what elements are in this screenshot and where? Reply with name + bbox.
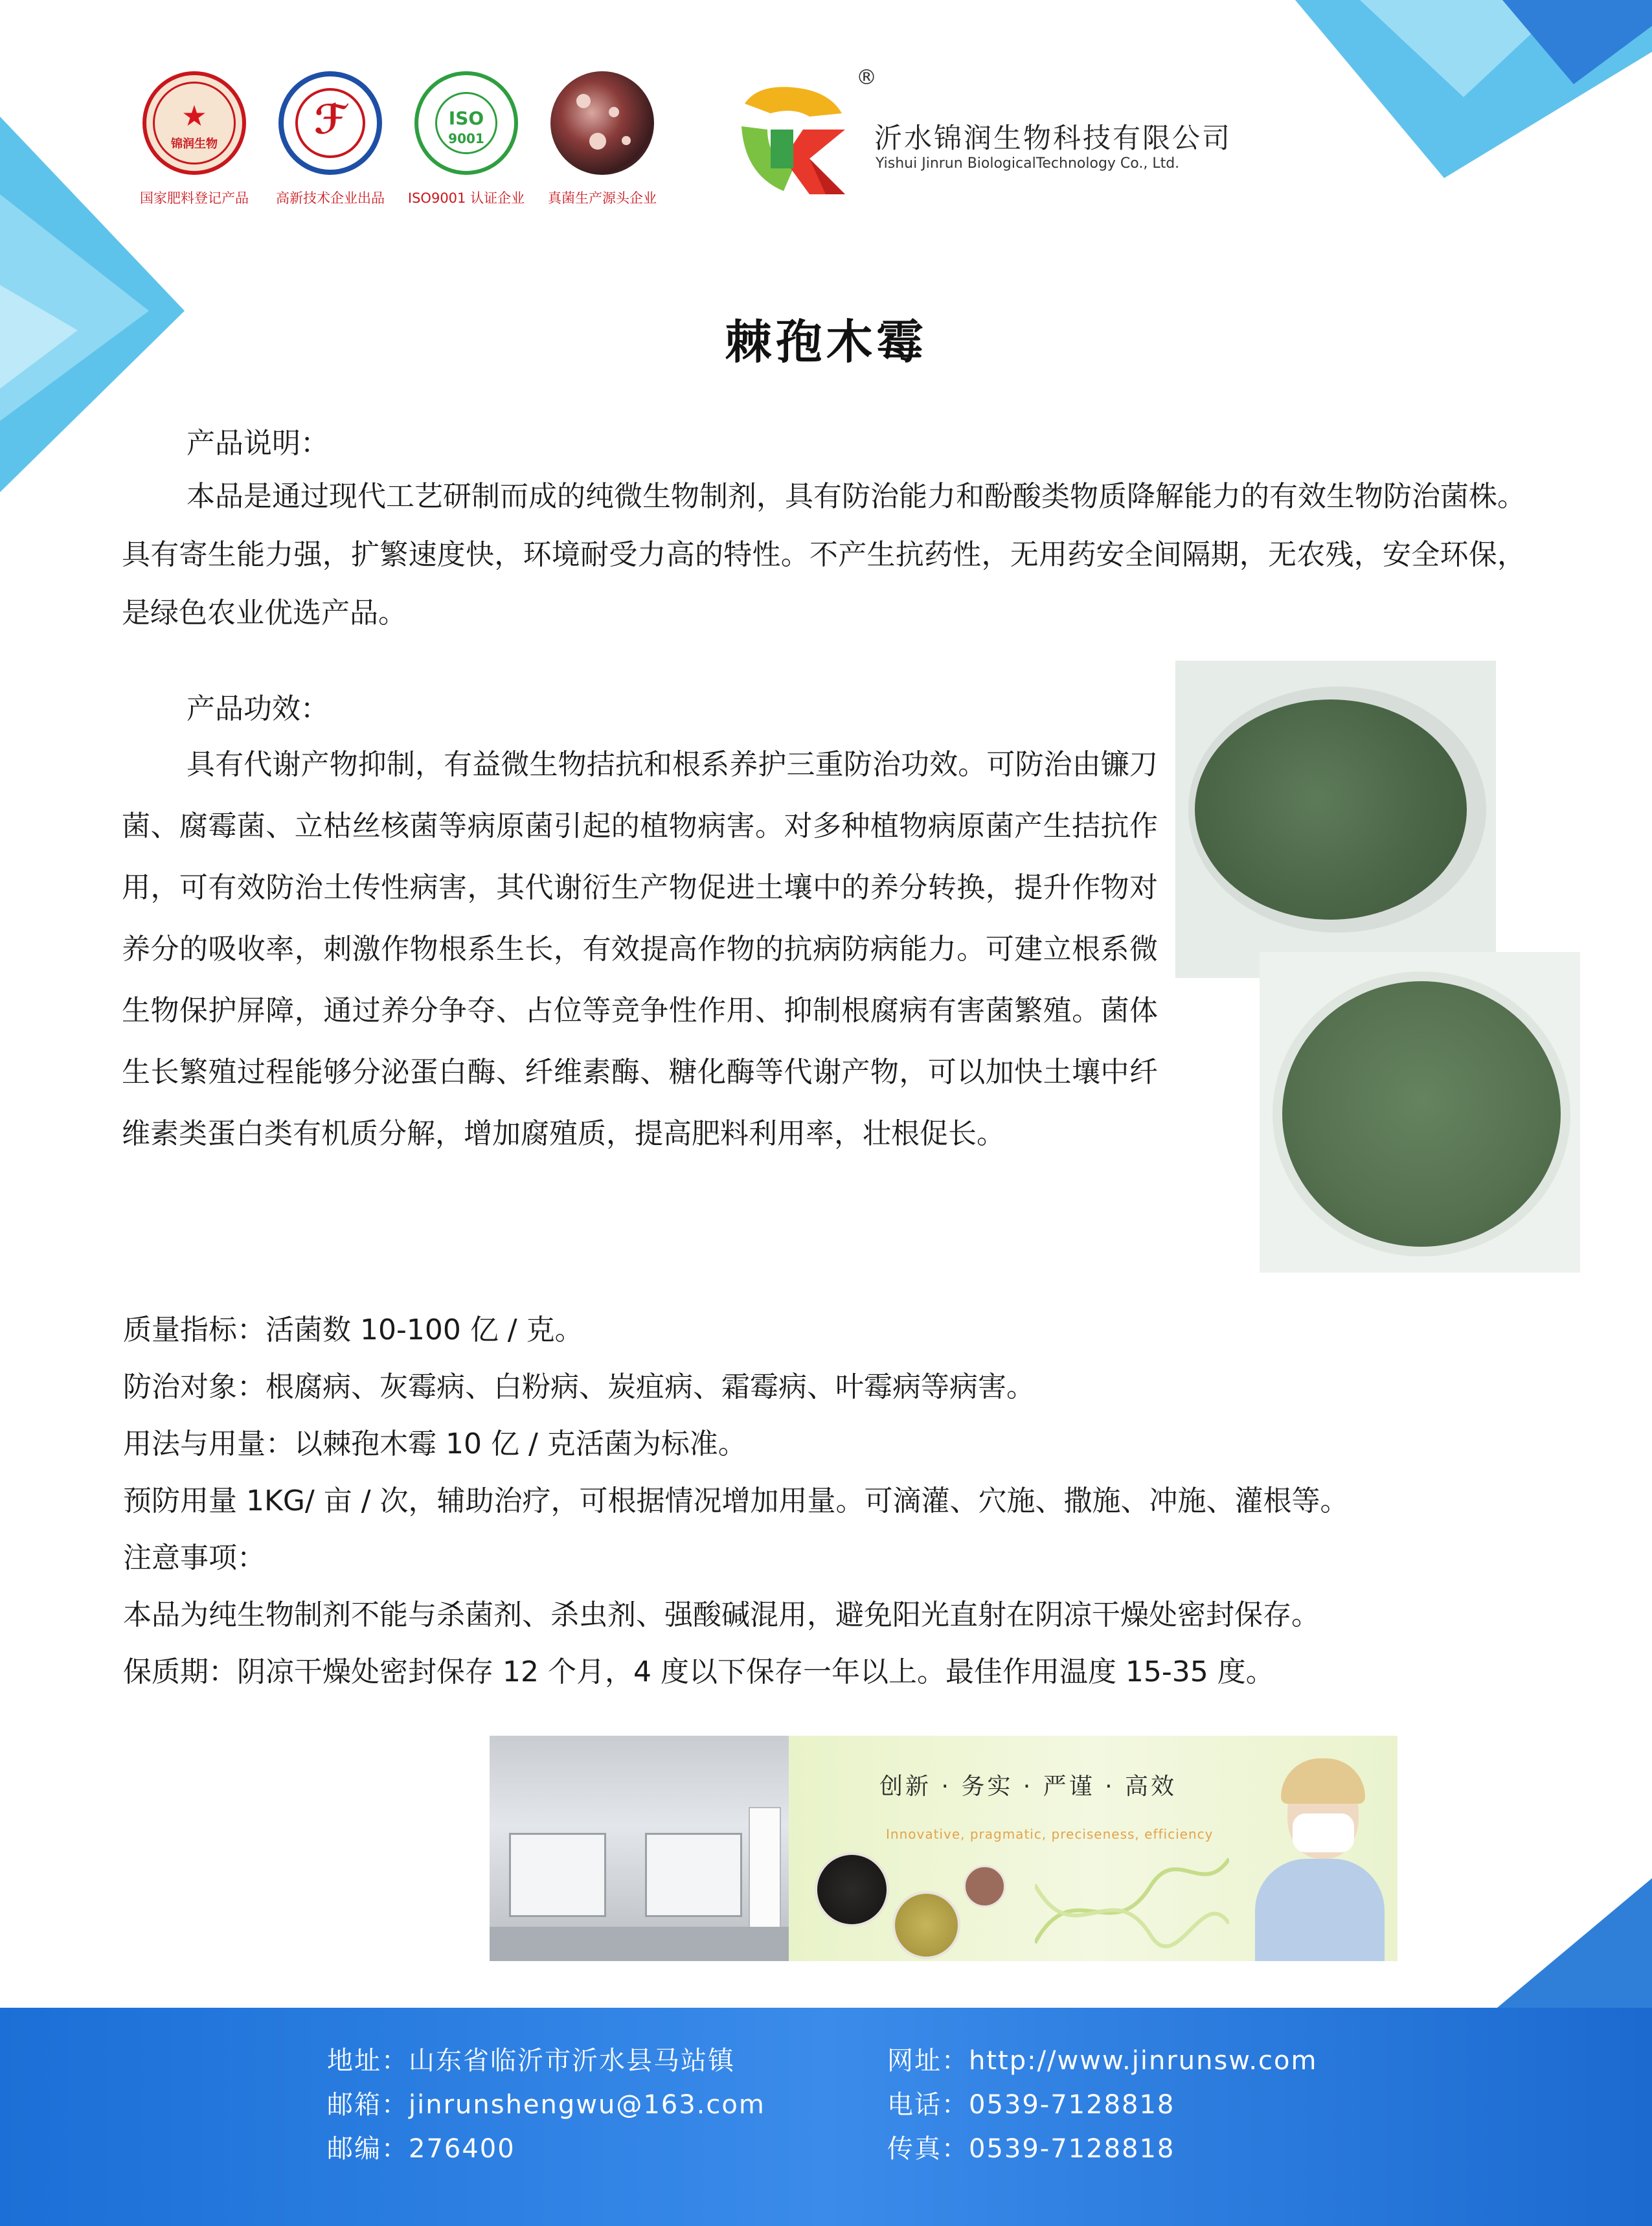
- footer-website[interactable]: 网址：http://www.jinrunsw.com: [887, 2046, 1318, 2076]
- spec-quality: 质量指标：活菌数 10-100 亿 / 克。: [123, 1313, 583, 1346]
- badge-fertilizer-registration: [130, 71, 259, 207]
- slogan-text-en: Innovative, pragmatic, preciseness, efficiency: [886, 1826, 1214, 1842]
- efficacy-text: 具有代谢产物抑制，有益微生物拮抗和根系养护三重防治功效。可防治由镰刀菌、腐霉菌、立枯丝核菌等病原菌引起的植物病害。对多种植物病原菌产生拮抗作用，可有效防治土传性病害，其代谢衍生产物促进土壤中的养分转换，提升作物对养分的吸收率，刺激作物根系生长，有效提高作物的抗病防病能力。可建立根系微生物保护屏障，通过养分争夺、占位等竞争性作用、抑制根腐病有害菌繁殖。菌体生长繁殖过程能够分泌蛋白酶、纤维素酶、糖化酶等代谢产物，可以加快土壤中纤维素类蛋白类有机质分解，增加腐殖质，提高肥料利用率，壮根促长。: [122, 748, 1158, 1150]
- lab-photo: [490, 1736, 789, 1961]
- seal-text: ISO: [448, 108, 484, 129]
- sample-brown-icon: [964, 1865, 1006, 1907]
- spec-targets: 防治对象：根腐病、灰霉病、白粉病、炭疽病、霜霉病、叶霉病等病害。: [123, 1370, 1035, 1403]
- promo-banner: [490, 1736, 1397, 1961]
- iso9001-seal-icon: [414, 71, 518, 175]
- top-right-decoration: [1269, 0, 1652, 188]
- spec-shelf-life: 保质期：阴凉干燥处密封保存 12 个月，4 度以下保存一年以上。最佳作用温度 15-35 度。: [123, 1655, 1274, 1688]
- badge-caption: 真菌生产源头企业: [548, 190, 657, 206]
- footer-fax: 传真：0539-7128818: [887, 2134, 1175, 2164]
- seal-text: 9001: [448, 131, 484, 146]
- badge-high-tech-enterprise: [266, 71, 395, 207]
- footer-address: 地址：山东省临沂市沂水县马站镇: [327, 2046, 735, 2076]
- bottom-right-decoration: [1489, 1878, 1652, 2014]
- certification-badges: [130, 71, 667, 207]
- page-title: 棘孢木霉: [725, 315, 927, 369]
- description-label: 产品说明：: [187, 427, 329, 460]
- registered-mark: ®: [856, 65, 877, 89]
- dna-helix-icon: [1035, 1846, 1229, 1956]
- footer-phone: 电话：0539-7128818: [887, 2090, 1175, 2120]
- badge-fungus-source: [537, 71, 667, 207]
- spec-usage: 用法与用量：以棘孢木霉 10 亿 / 克活菌为标准。: [123, 1427, 747, 1460]
- high-tech-enterprise-seal-icon: ℱ: [278, 71, 382, 175]
- sample-yellow-icon: [892, 1891, 960, 1959]
- badge-iso9001: [402, 71, 531, 207]
- footer-postcode: 邮编：276400: [327, 2134, 515, 2164]
- spec-notes-label: 注意事项：: [123, 1541, 266, 1574]
- badge-caption: 高新技术企业出品: [276, 190, 385, 206]
- jinrun-logo-icon: [732, 78, 855, 201]
- efficacy-label: 产品功效：: [187, 692, 329, 725]
- company-name-en: Yishui Jinrun BiologicalTechnology Co., Ltd.: [876, 155, 1180, 172]
- researcher-image: [1255, 1755, 1385, 1961]
- description-text: 本品是通过现代工艺研制而成的纯微生物制剂，具有防治能力和酚酸类物质降解能力的有效生物防治菌株。具有寄生能力强，扩繁速度快，环境耐受力高的特性。不产生抗药性，无用药安全间隔期，无农残，安全环保，是绿色农业优选产品。: [122, 480, 1526, 630]
- company-name-cn: 沂水锦润生物科技有限公司: [874, 122, 1232, 155]
- sample-dark-icon: [815, 1852, 889, 1927]
- slogan-text: 创新 · 务实 · 严谨 · 高效: [879, 1773, 1177, 1800]
- product-specs: [123, 1302, 1548, 1701]
- footer-email[interactable]: 邮箱：jinrunshengwu@163.com: [327, 2090, 765, 2120]
- slogan-panel: [789, 1736, 1397, 1961]
- spec-dosage: 预防用量 1KG/ 亩 / 次，辅助治疗，可根据情况增加用量。可滴灌、穴施、撒施、冲施、灌根等。: [123, 1484, 1349, 1517]
- product-powder-photo: [1175, 661, 1496, 978]
- badge-caption: ISO9001 认证企业: [407, 190, 525, 206]
- company-logo: [732, 65, 1232, 201]
- seal-text: 锦润生物: [171, 137, 218, 151]
- spec-notes: 本品为纯生物制剂不能与杀菌剂、杀虫剂、强酸碱混用，避免阳光直射在阴凉干燥处密封保存。: [123, 1598, 1320, 1631]
- contact-footer: [0, 2008, 1652, 2226]
- product-powder-dish-photo: [1260, 952, 1580, 1273]
- badge-caption: 国家肥料登记产品: [140, 190, 249, 206]
- fertilizer-registration-seal-icon: ★ 锦润生物: [142, 71, 246, 175]
- fungus-microscopy-icon: [550, 71, 654, 175]
